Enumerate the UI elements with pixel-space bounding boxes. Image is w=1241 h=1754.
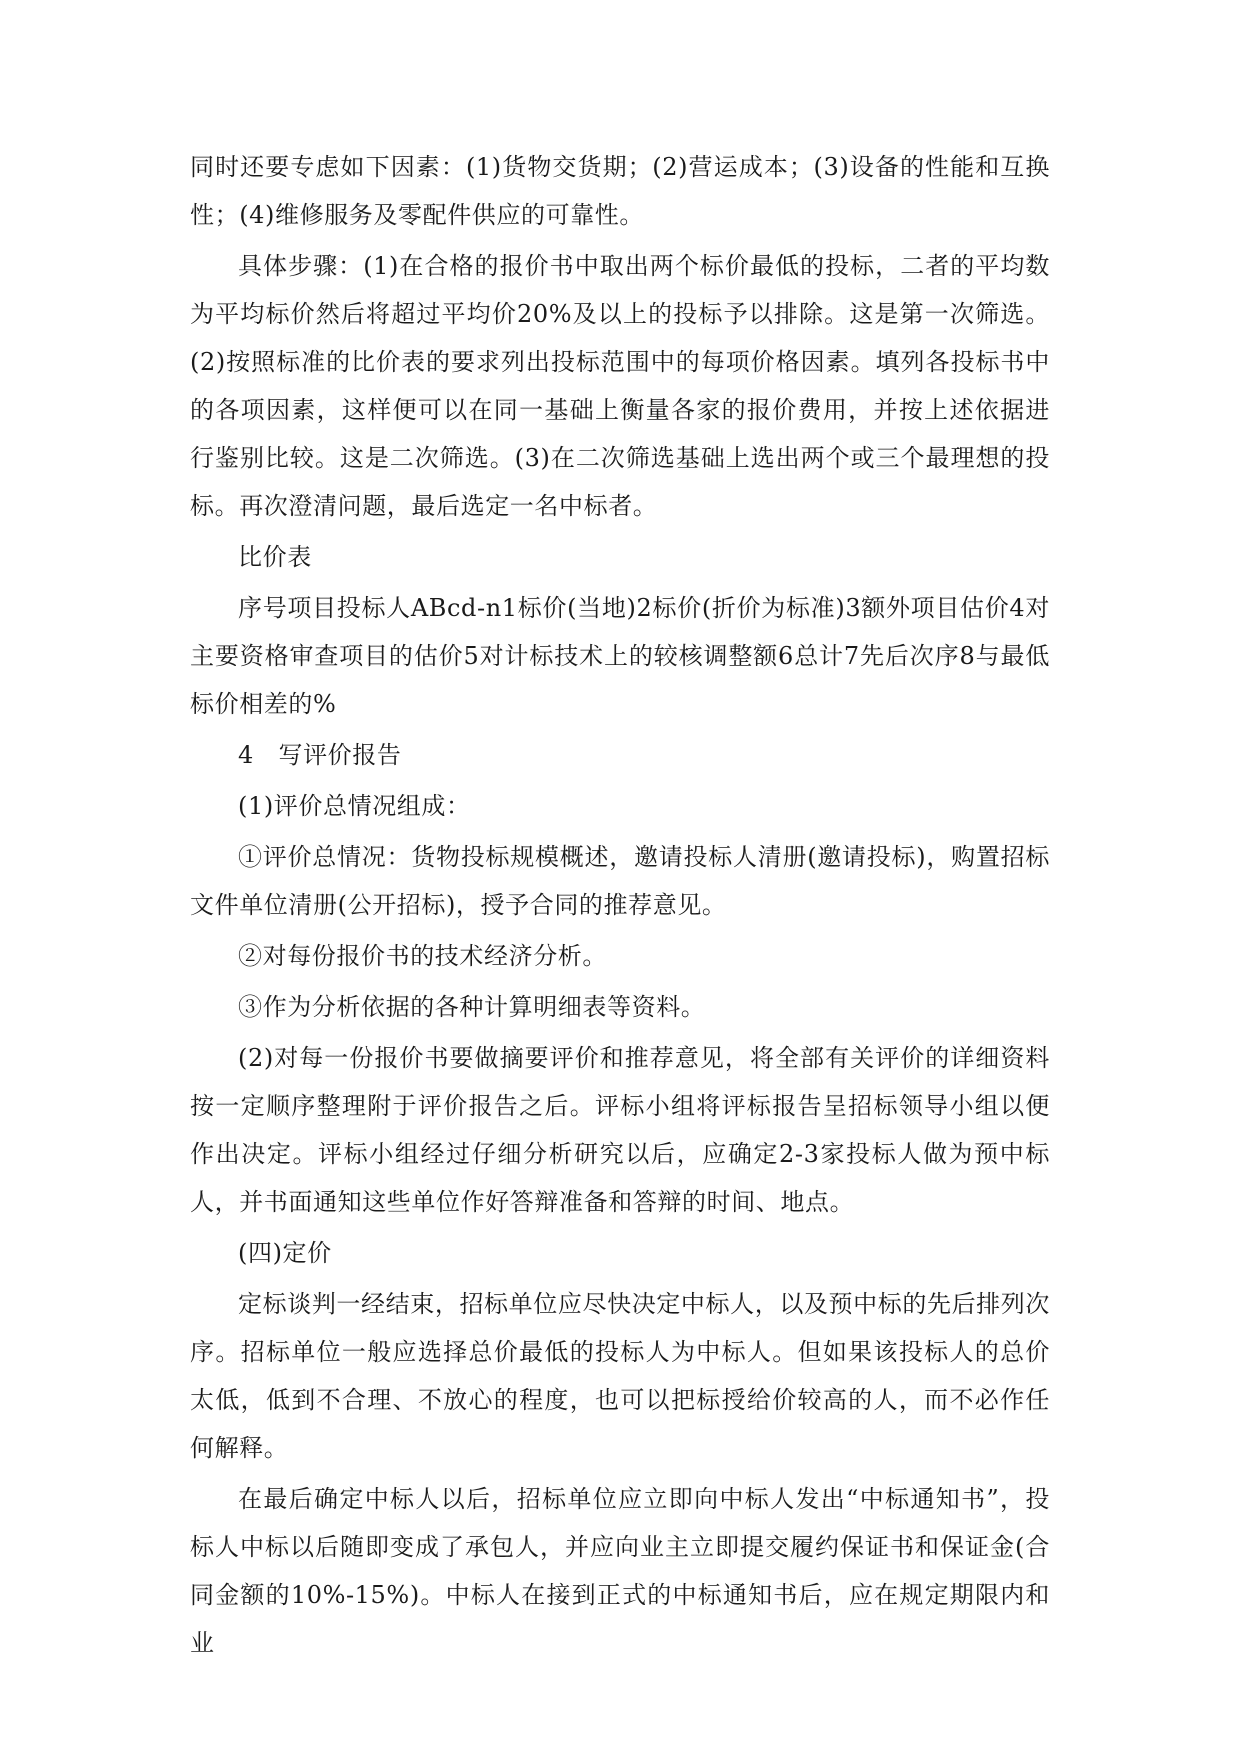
- body-text: [190, 143, 1050, 1670]
- paragraph-calculation-tables: ③作为分析依据的各种计算明细表等资料。: [238, 993, 706, 1021]
- paragraph-steps: 具体步骤：(1)在合格的报价书中取出两个标价最低的投标，二者的平均数为平均标价然后将超过平均价20%及以上的投标予以排除。这是第一次筛选。(2)按照标准的比价表的要求列出投标范围中的每项价格因素。填列各投标书中的各项因素，这样便可以在同一基础上衡量各家的报价费用，并按上述依据进行鉴别比较。这是二次筛选。(3)在二次筛选基础上选出两个或三个最理想的投标。再次澄清问题，最后选定一名中标者。: [190, 252, 1050, 520]
- paragraph-summary-evaluation: (2)对每一份报价书要做摘要评价和推荐意见，将全部有关评价的详细资料按一定顺序整理附于评价报告之后。评标小组将评标报告呈招标领导小组以便作出决定。评标小组经过仔细分析研究以后，应确定2-3家投标人做为预中标人，并书面通知这些单位作好答辩准备和答辩的时间、地点。: [190, 1044, 1050, 1216]
- paragraph-factors: 同时还要专虑如下因素：(1)货物交货期；(2)营运成本；(3)设备的性能和互换性；(4)维修服务及零配件供应的可靠性。: [190, 153, 1050, 229]
- paragraph-comparison-table-title: 比价表: [238, 543, 312, 571]
- paragraph-award-notice: 在最后确定中标人以后，招标单位应立即向中标人发出“中标通知书”，投标人中标以后随即变成了承包人，并应向业主立即提交履约保证书和保证金(合同金额的10%-15%)。中标人在接到正式的中标通知书后，应在规定期限内和业: [190, 1485, 1050, 1657]
- paragraph-technical-analysis: ②对每份报价书的技术经济分析。: [238, 942, 607, 970]
- paragraph-evaluation-composition: (1)评价总情况组成：: [238, 792, 471, 820]
- section-heading-pricing: (四)定价: [238, 1239, 332, 1267]
- paragraph-award-negotiation: 定标谈判一经结束，招标单位应尽快决定中标人，以及预中标的先后排列次序。招标单位一般应选择总价最低的投标人为中标人。但如果该投标人的总价太低，低到不合理、不放心的程度，也可以把标授给价较高的人，而不必作任何解释。: [190, 1290, 1050, 1462]
- section-heading-evaluation-report: 4 写评价报告: [238, 741, 402, 769]
- paragraph-evaluation-overview: ①评价总情况：货物投标规模概述，邀请投标人清册(邀请投标)，购置招标文件单位清册(公开招标)，授予合同的推荐意见。: [190, 843, 1050, 919]
- paragraph-comparison-table-items: 序号项目投标人ABcd-n1标价(当地)2标价(折价为标准)3额外项目估价4对主要资格审查项目的估价5对计标技术上的较核调整额6总计7先后次序8与最低标价相差的%: [190, 594, 1050, 718]
